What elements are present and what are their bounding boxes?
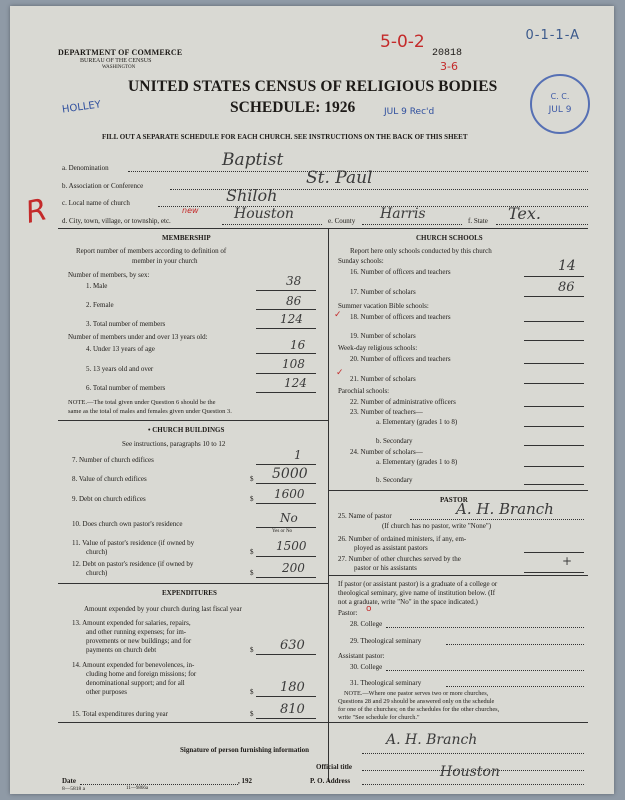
q23b-box — [524, 445, 584, 446]
q25-line — [410, 519, 584, 520]
q22-label: 22. Number of administrative officers — [350, 398, 456, 406]
pastor-note-1: NOTE.—Where one pastor serves two or more churches, — [344, 690, 489, 697]
q10-value: No — [280, 511, 298, 525]
q6-box — [256, 392, 316, 393]
q22-box — [524, 406, 584, 407]
circular-stamp — [530, 74, 590, 134]
parochial-schools: Parochial schools: — [338, 387, 390, 395]
q24-label: 24. Number of scholars— — [350, 448, 423, 456]
q13-line-3: provements or new buildings; and for — [86, 637, 192, 645]
q29-line — [446, 644, 584, 645]
expenditures-top-rule — [58, 583, 328, 584]
q27-label-b: pastor or his assistants — [354, 564, 417, 572]
print-number: 11—9866a — [126, 786, 149, 791]
po-address-label: P. O. Address — [310, 777, 351, 785]
instruction-line: FILL OUT A SEPARATE SCHEDULE FOR EACH CHURCH. SEE INSTRUCTIONS ON THE BACK OF THIS SHEET — [102, 133, 468, 141]
q8-label: 8. Value of church edifices — [72, 475, 147, 483]
buildings-sub: See instructions, paragraphs 10 to 12 — [122, 440, 226, 448]
county-value: Harris — [380, 206, 426, 222]
q8-dollar: $ — [250, 475, 254, 483]
q14-line-3: denominational support; and for all — [86, 679, 185, 687]
q5-box — [256, 373, 316, 374]
red-r-mark: R — [22, 192, 51, 231]
q13-line-4: payments on church debt — [86, 646, 157, 654]
q28-line — [386, 627, 584, 628]
local-name-label: c. Local name of church — [62, 199, 130, 207]
q6-value: 124 — [284, 376, 307, 390]
pastor-note-2: Questions 28 and 29 should be answered only on the schedule — [338, 698, 495, 705]
q14-line-1: 14. Amount expended for benevolences, in- — [72, 661, 195, 669]
page-title: UNITED STATES CENSUS OF RELIGIOUS BODIES — [128, 78, 498, 95]
q21-check: ✓ — [336, 368, 344, 378]
q31-label: 31. Theological seminary — [350, 679, 422, 687]
q16-label: 16. Number of officers and teachers — [350, 268, 451, 276]
q4-value: 16 — [290, 338, 306, 352]
bureau-heading: BUREAU OF THE CENSUS — [80, 58, 152, 64]
q5-value: 108 — [282, 357, 305, 371]
q16-value: 14 — [558, 258, 576, 274]
membership-intro-1: Report number of members according to definition of — [76, 247, 227, 255]
department-heading: DEPARTMENT OF COMMERCE — [58, 48, 183, 57]
po-address-value: Houston — [440, 764, 500, 780]
buildings-top-rule — [58, 420, 328, 421]
q14-dollar: $ — [250, 688, 254, 696]
q18-box — [524, 321, 584, 322]
q10-label: 10. Does church own pastor's residence — [72, 520, 183, 528]
q6-label: 6. Total number of members — [86, 384, 166, 392]
county-label: e. County — [328, 217, 356, 225]
q13-line-2: and other running expenses; for im- — [86, 628, 187, 636]
grad-note-3: not a graduate, write "No" in the space indicated.) — [338, 598, 478, 606]
q10-box — [256, 527, 316, 528]
q15-value: 810 — [280, 702, 305, 717]
q14-line-2: cluding home and foreign missions; for — [86, 670, 197, 678]
q23-label: 23. Number of teachers— — [350, 408, 423, 416]
q27-value: + — [562, 554, 573, 568]
q17-label: 17. Number of scholars — [350, 288, 416, 296]
pastor-red-mark: o — [366, 604, 372, 614]
expenditures-sub: Amount expended by your church during last fiscal year — [84, 605, 242, 613]
pastor-note-4: write "See schedule for church." — [338, 714, 420, 721]
q23a-label: a. Elementary (grades 1 to 8) — [376, 418, 458, 426]
red-file-number: 5-0-2 — [380, 32, 425, 52]
city-line — [222, 224, 322, 225]
q27-box — [524, 572, 584, 573]
census-schedule-sheet — [10, 6, 614, 794]
q12-box — [256, 577, 316, 578]
schools-heading: CHURCH SCHOOLS — [416, 234, 483, 242]
q14-line-4: other purposes — [86, 688, 128, 696]
q1-value: 38 — [286, 274, 302, 288]
q13-value: 630 — [280, 638, 305, 653]
signature-value: A. H. Branch — [386, 732, 478, 748]
city-heading: WASHINGTON — [102, 65, 136, 70]
q11-box — [256, 556, 316, 557]
q18-label: 18. Number of officers and teachers — [350, 313, 451, 321]
q23b-label: b. Secondary — [376, 437, 413, 445]
q19-box — [524, 340, 584, 341]
q9-value: 1600 — [274, 487, 305, 501]
assistant-pastor-label: Assistant pastor: — [338, 652, 385, 660]
serial-number: 20818 — [432, 48, 463, 59]
q23a-box — [524, 426, 584, 427]
q7-label: 7. Number of church edifices — [72, 456, 154, 464]
q12-value: 200 — [282, 561, 305, 575]
q11-dollar: $ — [250, 548, 254, 556]
received-stamp: JUL 9 Rec'd — [384, 107, 435, 117]
q17-value: 86 — [558, 280, 575, 295]
q19-label: 19. Number of scholars — [350, 332, 416, 340]
q15-label: 15. Total expenditures during year — [72, 710, 168, 718]
q24b-box — [524, 484, 584, 485]
q4-label: 4. Under 13 years of age — [86, 345, 155, 353]
q13-box — [256, 654, 316, 655]
q25-note: (If church has no pastor, write "None") — [382, 522, 492, 530]
q21-label: 21. Number of scholars — [350, 375, 416, 383]
q4-box — [256, 353, 316, 354]
signature-line — [362, 753, 584, 754]
pastor-sub-label: Pastor: — [338, 609, 358, 617]
po-address-line — [362, 784, 584, 785]
q7-value: 1 — [294, 448, 302, 462]
weekday-schools: Week-day religious schools: — [338, 344, 418, 352]
pastor-note-3: for one of the churches; on the schedules for the other churches, — [338, 706, 500, 713]
membership-heading: MEMBERSHIP — [162, 234, 211, 242]
grad-note-1: If pastor (or assistant pastor) is a graduate of a college or — [338, 580, 498, 588]
date-year: , 192 — [238, 777, 252, 785]
q8-value: 5000 — [272, 466, 308, 482]
q27-label-a: 27. Number of other churches served by the — [338, 555, 461, 563]
holley-stamp: HOLLEY — [61, 99, 102, 116]
buildings-heading: • CHURCH BUILDINGS — [148, 426, 225, 434]
membership-note-1: NOTE.—The total given under Question 6 should be the — [68, 399, 216, 406]
q11-label-b: church) — [86, 548, 108, 556]
q29-label: 29. Theological seminary — [350, 637, 422, 645]
q26-label-b: ployed as assistant pastors — [354, 544, 428, 552]
denomination-label: a. Denomination — [62, 164, 109, 172]
q24b-label: b. Secondary — [376, 476, 413, 484]
q12-label-b: church) — [86, 569, 108, 577]
serial-number-2: 3-6 — [440, 60, 458, 73]
pastor-top-rule — [328, 490, 588, 491]
q2-label: 2. Female — [86, 301, 114, 309]
q3-value: 124 — [280, 312, 303, 326]
local-name-value: Shiloh — [226, 186, 278, 205]
q30-line — [386, 670, 584, 671]
state-value: Tex. — [508, 204, 542, 223]
q14-box — [256, 696, 316, 697]
q13-dollar: $ — [250, 646, 254, 654]
grad-top-rule — [328, 575, 588, 576]
form-code: 0-1-1-A — [525, 28, 580, 43]
circular-stamp-line2: JUL 9 — [548, 105, 572, 115]
q17-box — [524, 296, 584, 297]
membership-note-2: same as the total of males and females given under Question 3. — [68, 408, 232, 415]
expenditures-heading: EXPENDITURES — [162, 589, 217, 597]
q25-label: 25. Name of pastor — [338, 512, 392, 520]
q9-dollar: $ — [250, 495, 254, 503]
q26-box — [524, 552, 584, 553]
city-new-note: new — [182, 206, 199, 215]
membership-intro-2: member in your church — [132, 257, 198, 265]
q15-box — [256, 718, 316, 719]
signature-label: Signature of person furnishing information — [180, 746, 309, 754]
q31-line — [446, 686, 584, 687]
sunday-schools: Sunday schools: — [338, 257, 384, 265]
pastor-name-value: A. H. Branch — [456, 500, 554, 518]
q18-check: ✓ — [334, 310, 342, 320]
q11-label-a: 11. Value of pastor's residence (if owned by — [72, 539, 195, 547]
county-line — [362, 224, 462, 225]
schools-sub: Report here only schools conducted by this church — [350, 247, 492, 255]
q3-label: 3. Total number of members — [86, 320, 166, 328]
schedule-title: SCHEDULE: 1926 — [230, 99, 356, 116]
grad-note-2: theological seminary, give name of institution below. (If — [338, 589, 496, 597]
association-label: b. Association or Conference — [62, 182, 144, 190]
date-line — [80, 784, 238, 785]
q13-line-1: 13. Amount expended for salaries, repairs, — [72, 619, 191, 627]
table-top-rule — [58, 228, 588, 229]
q2-value: 86 — [286, 294, 302, 308]
q11-value: 1500 — [276, 539, 307, 553]
q12-label-a: 12. Debt on pastor's residence (if owned by — [72, 560, 194, 568]
pastor-heading: PASTOR — [440, 496, 468, 504]
q16-box — [524, 276, 584, 277]
q24a-box — [524, 466, 584, 467]
q1-box — [256, 290, 316, 291]
form-number: 8—5818 a — [62, 786, 86, 792]
q24a-label: a. Elementary (grades 1 to 8) — [376, 458, 458, 466]
association-value: St. Paul — [306, 168, 373, 188]
q15-dollar: $ — [250, 710, 254, 718]
q26-label-a: 26. Number of ordained ministers, if any, em- — [338, 535, 467, 543]
state-label: f. State — [468, 217, 488, 225]
q7-box — [256, 464, 316, 465]
q28-label: 28. College — [350, 620, 383, 628]
q2-box — [256, 309, 316, 310]
city-label: d. City, town, village, or township, etc. — [62, 217, 171, 225]
date-label: Date — [62, 777, 76, 785]
members-by-sex: Number of members, by sex: — [68, 271, 150, 279]
official-title-label: Official title — [316, 763, 352, 771]
q14-value: 180 — [280, 680, 305, 695]
q8-box — [256, 483, 316, 484]
q20-label: 20. Number of officers and teachers — [350, 355, 451, 363]
q1-label: 1. Male — [86, 282, 108, 290]
summer-schools: Summer vacation Bible schools: — [338, 302, 429, 310]
q5-label: 5. 13 years old and over — [86, 365, 154, 373]
q9-label: 9. Debt on church edifices — [72, 495, 146, 503]
age-intro: Number of members under and over 13 years old: — [68, 333, 208, 341]
q12-dollar: $ — [250, 569, 254, 577]
q21-box — [524, 383, 584, 384]
q9-box — [256, 503, 316, 504]
q30-label: 30. College — [350, 663, 383, 671]
city-value: Houston — [234, 206, 294, 222]
column-divider — [328, 228, 329, 782]
state-line — [496, 224, 588, 225]
q20-box — [524, 363, 584, 364]
denomination-value: Baptist — [222, 150, 284, 170]
circular-stamp-line1: C. C. — [550, 92, 570, 101]
q10-yesno: Yes or No — [272, 529, 293, 534]
table-bottom-rule — [58, 722, 588, 723]
q3-box — [256, 328, 316, 329]
